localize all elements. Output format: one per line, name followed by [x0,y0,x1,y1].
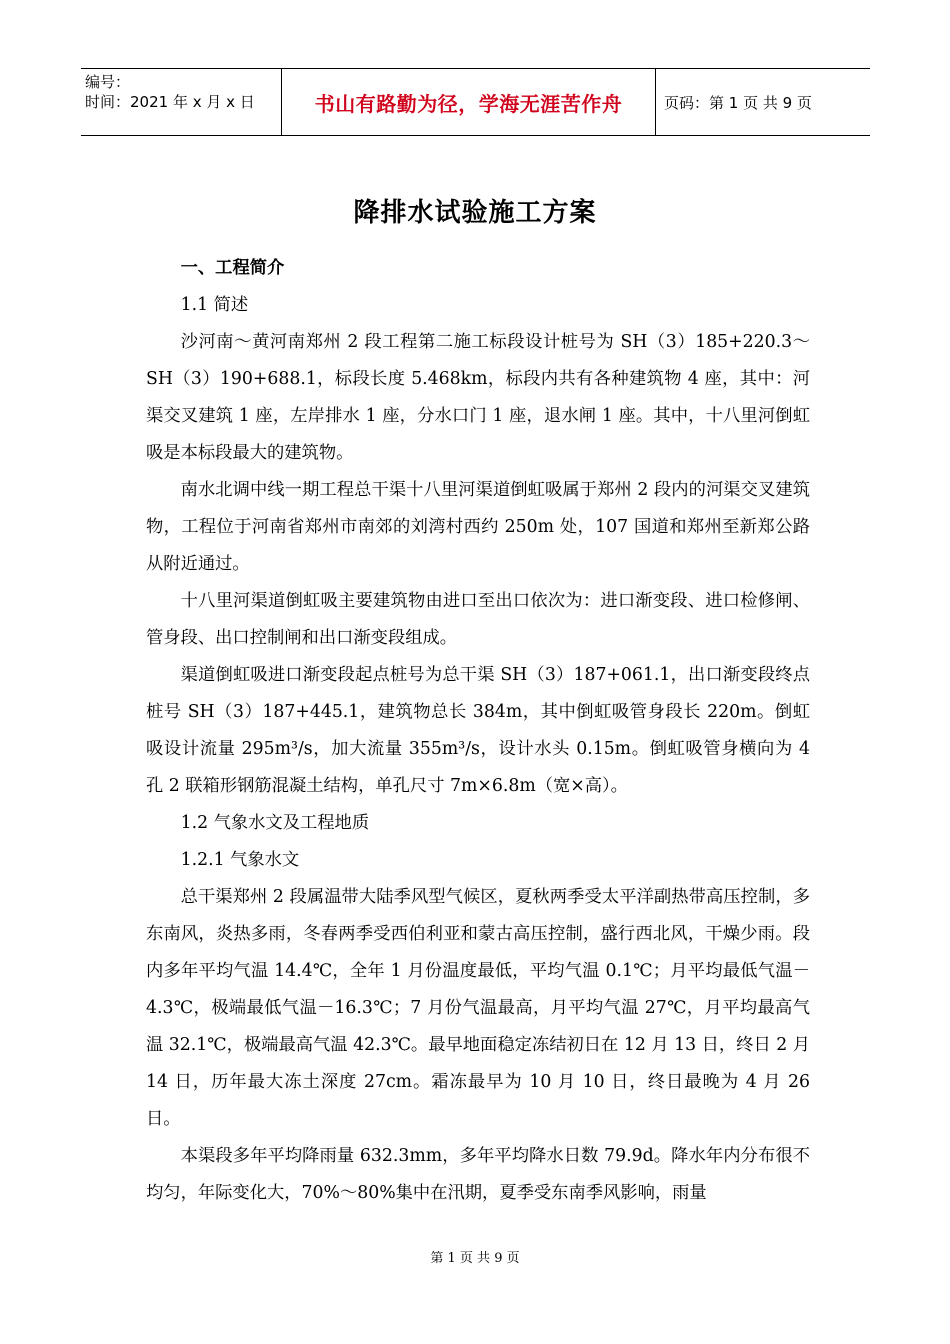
body-paragraph: 总干渠郑州 2 段属温带大陆季风型气候区，夏秋两季受太平洋副热带高压控制，多东南风，炎热多雨，冬春两季受西伯利亚和蒙古高压控制，盛行西北风，干燥少雨。段内多年平均气温 14.4℃，全年 1 月份温度最低，平均气温 0.1℃；月平均最低气温－4.3℃，极端最低气温－16.3℃；7 月份气温最高，月平均气温 27℃，月平均最高气温 32.1℃，极端最高气温 42.3℃。最早地面稳定冻结初日在 12 月 13 日，终日 2 月 14 日，历年最大冻土深度 27cm。霜冻最早为 10 月 10 日，终日最晚为 4 月 26 日。 [146,887,810,1129]
number-label: 编号： [85,73,131,91]
body-paragraph: 渠道倒虹吸进口渐变段起点桩号为总干渠 SH（3）187+061.1，出口渐变段终点桩号 SH（3）187+445.1，建筑物总长 384m，其中倒虹吸管身段长 220m。倒虹吸设计流量 295m³/s，加大流量 355m³/s，设计水头 0.15m。倒虹吸管身横向为 4 孔 2 联箱形钢筋混凝土结构，单孔尺寸 7m×6.8m（宽×高）。 [146,665,810,796]
body-paragraph: 本渠段多年平均降雨量 632.3mm，多年平均降水日数 79.9d。降水年内分布很不均匀，年际变化大，70%～80%集中在汛期，夏季受东南季风影响，雨量 [146,1146,810,1203]
time-label: 时间：2021 年 x 月 x 日 [85,93,255,111]
body-paragraph: 南水北调中线一期工程总干渠十八里河渠道倒虹吸属于郑州 2 段内的河渠交叉建筑物，工程位于河南省郑州市南郊的刘湾村西约 250m 处，107 国道和郑州至新郑公路从附近通过。 [146,480,810,574]
subsection-heading: 1.2 气象水文及工程地质 [180,813,370,833]
body-paragraph: 沙河南～黄河南郑州 2 段工程第二施工标段设计桩号为 SH（3）185+220.3～SH（3）190+688.1，标段长度 5.468km，标段内共有各种建筑物 4 座，其中：河渠交叉建筑 1 座，左岸排水 1 座，分水口门 1 座，退水闸 1 座。其中，十八里河倒虹吸是本标段最大的建筑物。 [146,332,810,463]
subsection-heading: 1.2.1 气象水文 [180,850,300,870]
section-heading: 一、工程简介 [180,258,285,278]
page-footer: 第 1 页 共 9 页 [430,1251,520,1266]
header-page-info: 页码：第 1 页 共 9 页 [664,93,812,112]
body-paragraph: 十八里河渠道倒虹吸主要建筑物由进口至出口依次为：进口渐变段、进口检修闸、管身段、出口控制闸和出口渐变段组成。 [146,591,810,648]
document-header [81,68,870,136]
document-title: 降排水试验施工方案 [353,198,597,228]
document-body [146,250,810,1212]
header-motto: 书山有路勤为径，学海无涯苦作舟 [281,69,656,135]
header-meta [81,69,281,135]
subsection-heading: 1.1 简述 [180,295,249,315]
